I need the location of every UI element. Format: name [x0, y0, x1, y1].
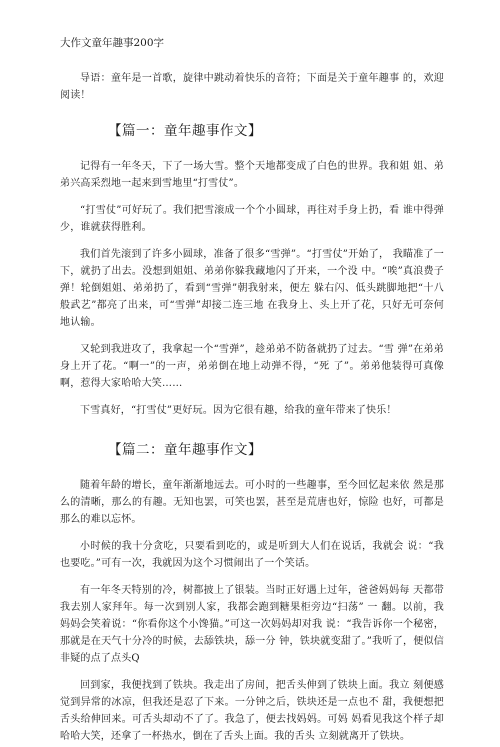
- section-2-heading: 【篇二：童年趣事作文】: [108, 442, 262, 458]
- section-1-paragraph: “打雪仗”可好玩了。我们把雪滚成一个个小圆球，再往对手身上扔，看 谁中得弹少，谁就获得胜利。: [60, 205, 444, 233]
- section-2-paragraph: 有一年冬天特别的冷，树都披上了银装。当时正好遇上过年，爸爸妈妈每 天都带我去别人家拜年。每一次到别人家，我都会跑到糖果柜旁边“扫荡” 一 翻。以前，我妈妈会笑着说：“你看你这个小馋猫。”可这一次妈妈却对我 说：“我告诉你一个秘密，那就是在天气十分冷的时候，去舔铁块，舔一分 钟，铁块就变甜了。”我听了，便似信非疑的点了点头Q: [60, 585, 444, 664]
- section-1-heading: 【篇一：童年趣事作文】: [108, 123, 262, 139]
- section-1-paragraph: 我们首先滚到了许多小圆球，准备了很多“雪弹”。“打雪仗”开始了， 我瞄准了一下，就扔了出去。没想到姐姐、弟弟你躲我藏地闪了开来，一个没 中。“唉”真浪费子弹！轮倒姐姐、弟弟扔了，看到“雪弹”朝我射来，便左 躲右闪、低头跳脚地把“十八般武艺”都亮了出来，可“雪弹”却接二连三地 在我身上、头上开了花，只好无可奈何地认输。: [60, 249, 444, 328]
- section-1-paragraph: 下雪真好，“打雪仗”更好玩。因为它很有趣，给我的童年带来了快乐！: [80, 405, 397, 416]
- section-2-paragraph: 回到家，我便找到了铁块。我走出了房间，把舌头伸到了铁块上面。我立 刻便感觉到异常的冰凉，但我还是忍了下来。一分钟之后，铁块还是一点也不 甜，我便想把舌头给伸回来。可舌头却动不了了。我急了，便去找妈妈。可妈 妈看见我这个样子却哈哈大笑，还拿了一杯热水，倒在了舌头上面。我的舌头 立刻就离开了铁块。: [60, 680, 444, 742]
- intro-paragraph: 导语：童年是一首歌，旋律中跳动着快乐的音符；下面是关于童年趣事 的，欢迎阅读！: [60, 73, 444, 101]
- section-1-paragraph: 又轮到我进攻了，我拿起一个“雪弹”，趁弟弟不防备就扔了过去。“雪 弹”在弟弟身上开了花。“啊一”的一声，弟弟倒在地上动弹不得，“死 了”。弟弟他装得可真像啊，惹得大家哈哈大笑……: [60, 344, 444, 389]
- document-title: 大作文童年趣事200字: [60, 37, 165, 49]
- section-1-paragraph: 记得有一年冬天，下了一场大雪。整个天地都变成了白色的世界。我和姐 姐、弟弟兴高采烈地一起来到雪地里“打雪仗”。: [60, 161, 444, 189]
- section-2-paragraph: 随着年龄的增长，童年渐渐地远去。可小时的一些趣事，至今回忆起来依 然是那么的清晰，那么的有趣。无知也罢，可笑也罢，甚至是荒唐也好，惊险 也好，可都是那么的难以忘怀。: [60, 480, 444, 525]
- section-2-paragraph: 小时候的我十分贪吃，只要看到吃的，或是听到大人们在说话，我就会 说：“我也要吃。”可有一次，我就因为这个习惯闹出了一个笑话。: [60, 541, 444, 569]
